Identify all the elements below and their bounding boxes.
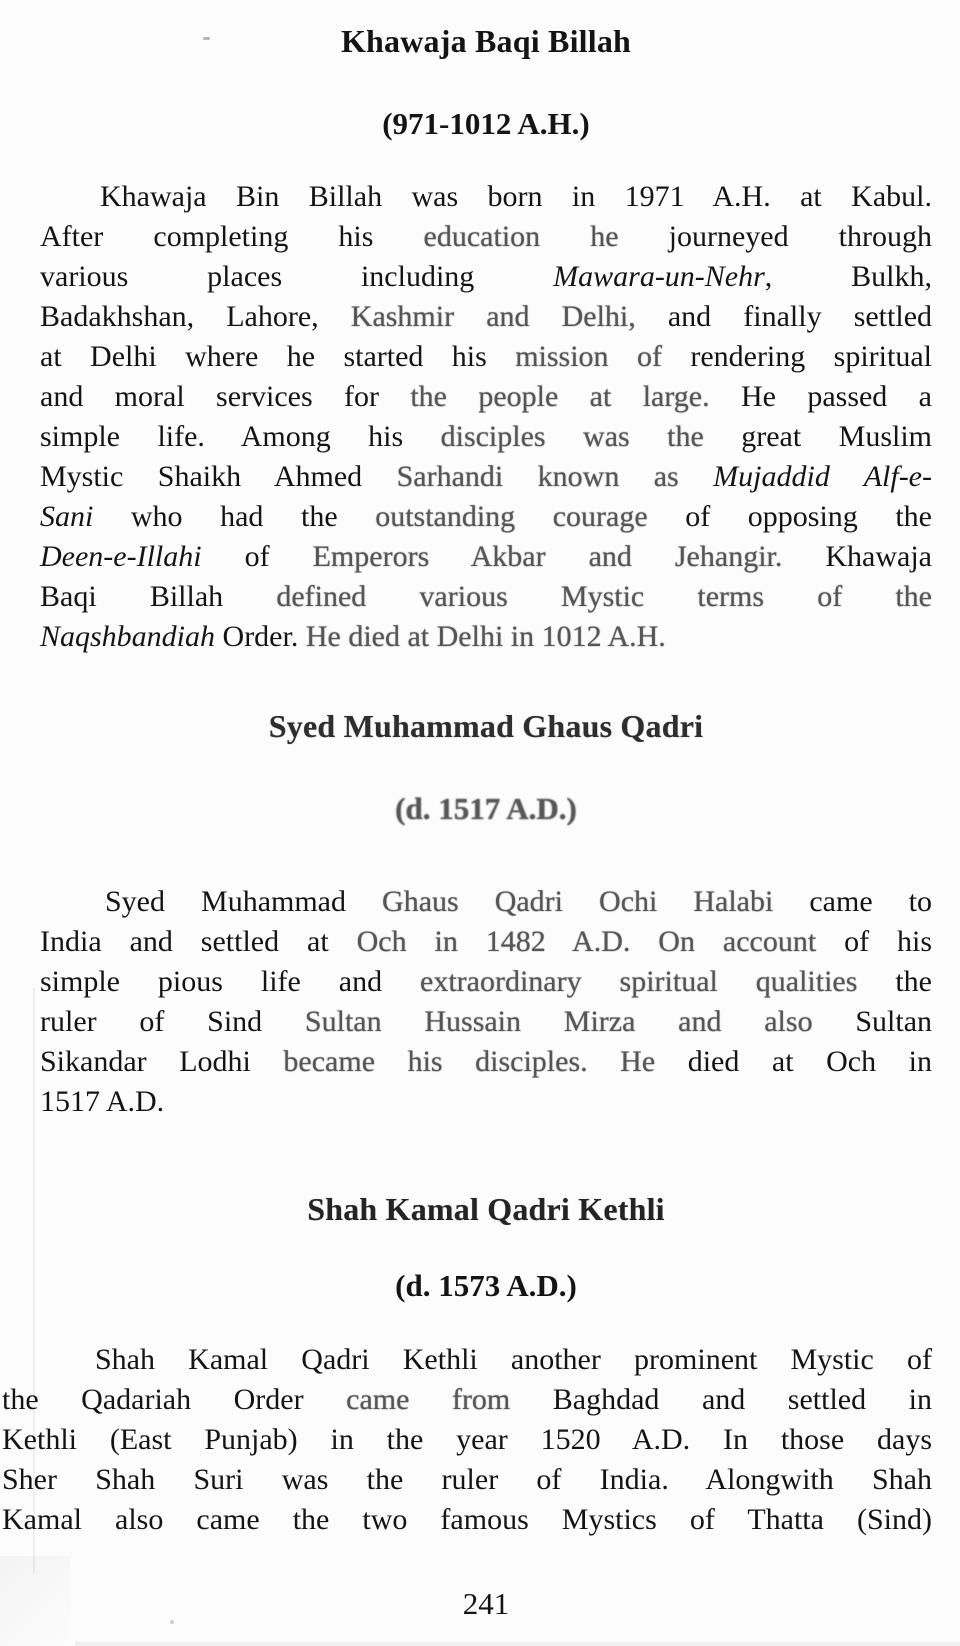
scan-artifact-speck	[170, 1620, 174, 1624]
section-2-title: Syed Muhammad Ghaus Qadri	[268, 708, 704, 744]
page-number: 241	[462, 1586, 510, 1621]
scan-artifact-speck	[203, 37, 210, 40]
section-3-dates: (d. 1573 A.D.)	[395, 1268, 577, 1303]
section-1-dates: (971-1012 A.H.)	[382, 106, 590, 141]
section-3-paragraph: Shah Kamal Qadri Kethli another prominent Mystic of the Qadariah Order came from Baghdad and settled in Kethli (East Punjab) in the year 1520 A.D. In those days Sher Shah Suri was the ruler of India. Alongwith Shah Kamal also came the two famous Mystics of Thatta (Sind)	[2, 1343, 932, 1536]
scan-artifact-vertical-line	[33, 988, 35, 1573]
section-1-title: Khawaja Baqi Billah	[340, 23, 632, 59]
section-1-paragraph: Khawaja Bin Billah was born in 1971 A.H. at Kabul. After completing his education he journeyed through various places including Mawara-un-Nehr, Bulkh, Badakhshan, Lahore, Kashmir and Delhi, and finally settled at Delhi where he started his mission of rendering spiritual and moral services for the people at large. He passed a simple life. Among his disciples was the great Muslim Mystic Shaikh Ahmed Sarhandi known as Mujaddid Alf-e- Sani who had the outstanding courage of opposing the Deen-e-Illahi of Emperors Akbar and Jehangir. Khawaja Baqi Billah defined various Mystic terms of the Naqshbandiah Order. He died at Delhi in 1012 A.H.	[40, 180, 933, 653]
scan-artifact-corner-shade	[0, 1556, 70, 1646]
scan-artifact-bottom-edge	[75, 1642, 960, 1646]
section-2-paragraph: Syed Muhammad Ghaus Qadri Ochi Halabi came to India and settled at Och in 1482 A.D. On account of his simple pious life and extraordinary spiritual qualities the ruler of Sind Sultan Hussain Mirza and also Sultan Sikandar Lodhi became his disciples. He died at Och in 1517 A.D.	[40, 885, 933, 1118]
section-2-dates: (d. 1517 A.D.)	[395, 791, 577, 826]
section-3-title: Shah Kamal Qadri Kethli	[307, 1191, 665, 1227]
page-content	[2, 0, 933, 1622]
